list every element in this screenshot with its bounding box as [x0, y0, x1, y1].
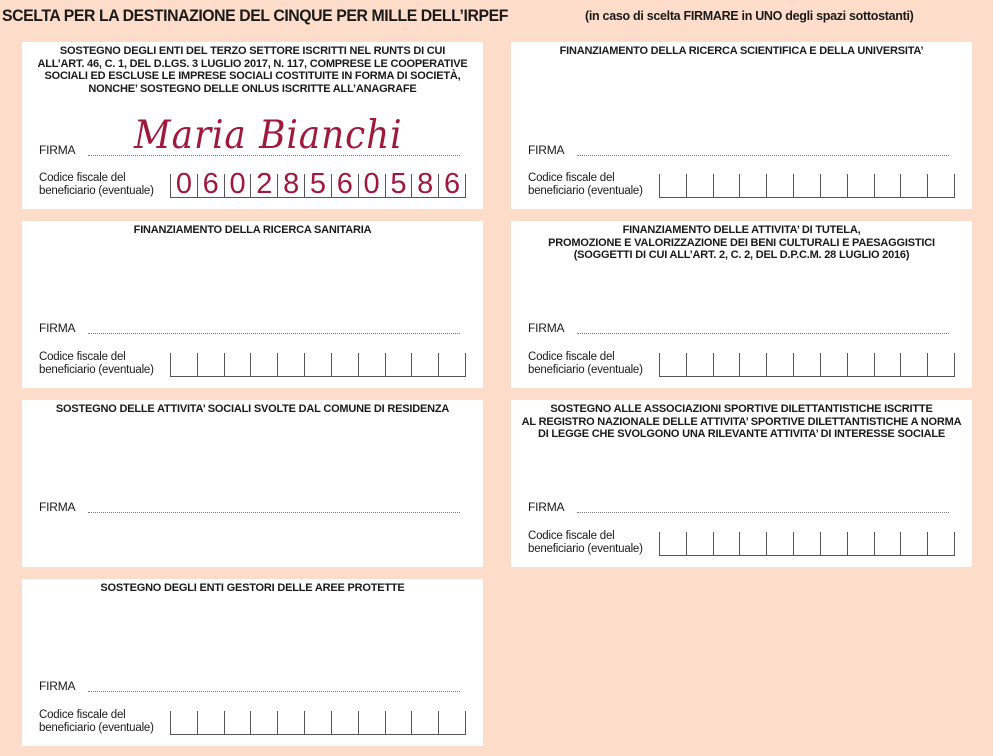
- box-title: FINANZIAMENTO DELLE ATTIVITA’ DI TUTELA, PROMOZIONE E VALORIZZAZIONE DEI BENI CULTURALI E PAESAGGISTICI (SOGGETTI DI CUI ALL’ART. 2, C. 2, DEL D.P.C.M. 28 LUGLIO 2016): [548, 224, 935, 261]
- box-ricerca-sanitaria: [22, 221, 483, 388]
- cf-cell[interactable]: [385, 353, 412, 376]
- form-title: SCELTA PER LA DESTINAZIONE DEL CINQUE PER MILLE DELL’IRPEF: [2, 6, 508, 25]
- cf-cell[interactable]: [766, 174, 793, 197]
- firma-label: FIRMA: [528, 143, 565, 157]
- cf-cell[interactable]: 5: [385, 174, 412, 197]
- codice-fiscale-field[interactable]: [170, 353, 466, 377]
- cf-cell[interactable]: [411, 353, 438, 376]
- cf-cell[interactable]: [331, 353, 358, 376]
- cf-cell[interactable]: [411, 711, 438, 734]
- form-subtitle: (in caso di scelta FIRMARE in UNO degli spazi sottostanti): [585, 9, 914, 23]
- firma-label: FIRMA: [528, 500, 565, 514]
- cf-cell[interactable]: [170, 711, 197, 734]
- box-title: SOSTEGNO DELLE ATTIVITA’ SOCIALI SVOLTE DAL COMUNE DI RESIDENZA: [55, 403, 450, 415]
- cf-cell[interactable]: [927, 532, 955, 555]
- firma-label: FIRMA: [39, 679, 76, 693]
- cf-cell[interactable]: [224, 711, 251, 734]
- cf-label: Codice fiscale del beneficiario (eventuale): [39, 709, 154, 734]
- cf-cell[interactable]: [250, 711, 277, 734]
- cf-cell[interactable]: [793, 174, 820, 197]
- firma-field[interactable]: [88, 512, 460, 513]
- box-terzo-settore: [22, 42, 483, 209]
- firma-field[interactable]: [577, 333, 949, 334]
- cf-label: Codice fiscale del beneficiario (eventuale): [528, 351, 643, 376]
- cf-label: Codice fiscale del beneficiario (eventuale): [39, 351, 154, 376]
- box-title: SOSTEGNO DEGLI ENTI GESTORI DELLE AREE PROTETTE: [100, 582, 405, 594]
- cf-cell[interactable]: [739, 353, 766, 376]
- cf-cell[interactable]: [659, 353, 686, 376]
- cf-cell[interactable]: [686, 353, 713, 376]
- cf-cell[interactable]: 5: [304, 174, 331, 197]
- cf-cell[interactable]: [438, 353, 466, 376]
- cf-cell[interactable]: [900, 353, 927, 376]
- firma-label: FIRMA: [39, 321, 76, 335]
- codice-fiscale-field[interactable]: [170, 711, 466, 735]
- signature: Maria Bianchi: [134, 113, 403, 158]
- cf-cell[interactable]: [847, 353, 874, 376]
- cf-cell[interactable]: 0: [224, 174, 251, 197]
- cf-cell[interactable]: 6: [438, 174, 466, 197]
- box-beni-culturali: [511, 221, 972, 388]
- cf-cell[interactable]: [739, 174, 766, 197]
- cf-cell[interactable]: [927, 353, 955, 376]
- cf-cell[interactable]: [874, 532, 901, 555]
- cf-cell[interactable]: [713, 353, 740, 376]
- box-title: FINANZIAMENTO DELLA RICERCA SANITARIA: [133, 224, 372, 236]
- cf-cell[interactable]: [277, 711, 304, 734]
- cf-cell[interactable]: [874, 174, 901, 197]
- cf-label: Codice fiscale del beneficiario (eventuale): [528, 172, 643, 197]
- cf-cell[interactable]: [686, 174, 713, 197]
- cf-cell[interactable]: [277, 353, 304, 376]
- cf-cell[interactable]: [766, 532, 793, 555]
- cf-cell[interactable]: [385, 711, 412, 734]
- cf-cell[interactable]: [847, 174, 874, 197]
- cf-cell[interactable]: [766, 353, 793, 376]
- codice-fiscale-field[interactable]: [659, 532, 955, 556]
- cf-cell[interactable]: 8: [411, 174, 438, 197]
- cf-cell[interactable]: [713, 532, 740, 555]
- cf-cell[interactable]: [927, 174, 955, 197]
- cf-cell[interactable]: [900, 532, 927, 555]
- firma-label: FIRMA: [528, 321, 565, 335]
- box-aree-protette: [22, 579, 483, 746]
- codice-fiscale-field[interactable]: [659, 353, 955, 377]
- cf-cell[interactable]: 8: [277, 174, 304, 197]
- box-title: FINANZIAMENTO DELLA RICERCA SCIENTIFICA E DELLA UNIVERSITA’: [559, 45, 924, 57]
- cf-cell[interactable]: [659, 532, 686, 555]
- cf-cell[interactable]: [304, 711, 331, 734]
- cf-cell[interactable]: [793, 532, 820, 555]
- cf-cell[interactable]: [358, 353, 385, 376]
- cf-cell[interactable]: 2: [250, 174, 277, 197]
- cf-cell[interactable]: [358, 711, 385, 734]
- box-ricerca-scientifica: [511, 42, 972, 209]
- firma-field[interactable]: [88, 691, 460, 692]
- cf-cell[interactable]: [304, 353, 331, 376]
- cf-cell[interactable]: [659, 174, 686, 197]
- cf-cell[interactable]: [197, 711, 224, 734]
- cf-cell[interactable]: [900, 174, 927, 197]
- cf-cell[interactable]: [224, 353, 251, 376]
- cf-cell[interactable]: [438, 711, 466, 734]
- cf-cell[interactable]: [739, 532, 766, 555]
- cf-cell[interactable]: [847, 532, 874, 555]
- cf-label: Codice fiscale del beneficiario (eventuale): [39, 172, 154, 197]
- box-comune-residenza: [22, 400, 483, 567]
- codice-fiscale-field[interactable]: [659, 174, 955, 198]
- firma-field[interactable]: [577, 155, 949, 156]
- box-associazioni-sportive: [511, 400, 972, 567]
- cf-cell[interactable]: 6: [197, 174, 224, 197]
- cf-label: Codice fiscale del beneficiario (eventuale): [528, 530, 643, 555]
- cf-cell[interactable]: [713, 174, 740, 197]
- cf-cell[interactable]: [820, 174, 847, 197]
- box-title: SOSTEGNO DEGLI ENTI DEL TERZO SETTORE ISCRITTI NEL RUNTS DI CUI ALL’ART. 46, C. 1, DEL D.LGS. 3 LUGLIO 2017, N. 117, COMPRESE LE COOPERATIVE SOCIALI ED ESCLUSE LE IMPRESE SOCIALI COSTITUITE IN FORMA DI SOCIETÀ, NONCHE’ SOSTEGNO DELLE ONLUS ISCRITTE ALL’ANAGRAFE: [37, 45, 468, 95]
- cf-cell[interactable]: [331, 711, 358, 734]
- cf-cell[interactable]: [197, 353, 224, 376]
- cf-cell[interactable]: 0: [170, 174, 197, 197]
- cf-cell[interactable]: [686, 532, 713, 555]
- box-title: SOSTEGNO ALLE ASSOCIAZIONI SPORTIVE DILETTANTISTICHE ISCRITTE AL REGISTRO NAZIONALE DELLE ATTIVITA’ SPORTIVE DILETTANTISTICHE A NORMA DI LEGGE CHE SVOLGONO UNA RILEVANTE ATTIVITA’ DI INTERESSE SOCIALE: [521, 403, 962, 440]
- cf-cell[interactable]: [250, 353, 277, 376]
- firma-field[interactable]: [577, 512, 949, 513]
- codice-fiscale-field[interactable]: [170, 168, 466, 200]
- cf-cell[interactable]: [793, 353, 820, 376]
- cf-cell[interactable]: [170, 353, 197, 376]
- cf-cell[interactable]: 0: [358, 174, 385, 197]
- cf-cell[interactable]: [820, 353, 847, 376]
- form-header: [2, 6, 992, 26]
- cf-cell[interactable]: 6: [331, 174, 358, 197]
- firma-label: FIRMA: [39, 500, 76, 514]
- cf-cell[interactable]: [820, 532, 847, 555]
- firma-field[interactable]: [88, 155, 460, 156]
- firma-label: FIRMA: [39, 143, 76, 157]
- cf-cell[interactable]: [874, 353, 901, 376]
- firma-field[interactable]: [88, 333, 460, 334]
